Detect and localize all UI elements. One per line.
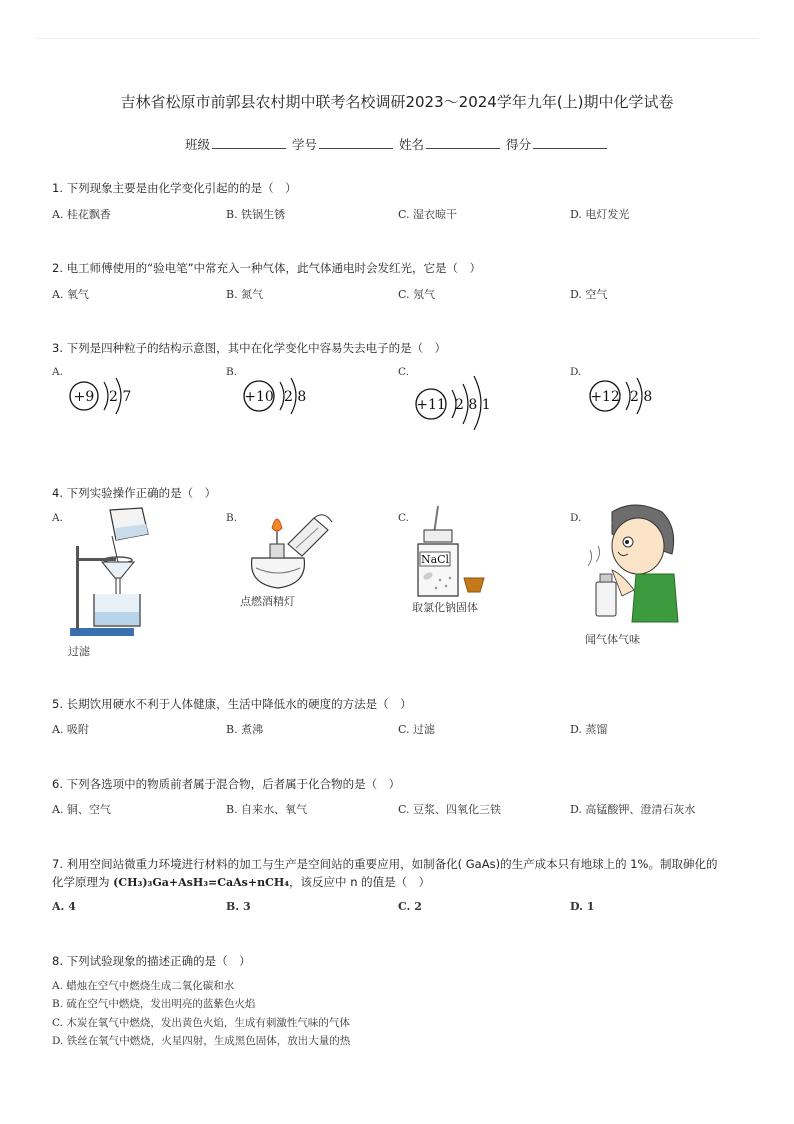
question-8: 8. 下列试验现象的描述正确的是（ ）: [52, 954, 251, 968]
class-blank[interactable]: [212, 136, 286, 149]
score-blank[interactable]: [533, 136, 607, 149]
nacl-bottle-image: [410, 504, 490, 600]
score-label: 得分: [505, 137, 531, 152]
q1-option-c[interactable]: C. 湿衣晾干: [398, 208, 458, 221]
question-7-line-1: 7. 利用空间站微重力环境进行材料的加工与生产是空间站的重要应用，如制备化( GaAs)的生产成本只有地球上的 1%。制取砷化的: [52, 857, 718, 871]
atom-diagram-b: [234, 372, 324, 422]
atom-diagram-d: [580, 372, 670, 422]
number-label: 学号: [291, 137, 317, 152]
q5-option-a[interactable]: A. 吸附: [52, 723, 89, 736]
question-6: 6. 下列各选项中的物质前者属于混合物，后者属于化合物的是（ ）: [52, 777, 401, 791]
name-blank[interactable]: [426, 136, 500, 149]
alcohol-lamp-image: [238, 508, 338, 592]
atom-b-nucleus: +10: [244, 389, 274, 405]
class-label: 班级: [184, 137, 210, 152]
q4-caption-b: 点燃酒精灯: [240, 595, 295, 608]
atom-diagram-a: [60, 372, 150, 422]
q1-option-b[interactable]: B. 铁锅生锈: [226, 208, 286, 221]
q6-option-a[interactable]: A. 铜、空气: [52, 803, 111, 816]
student-info-row: [0, 135, 794, 153]
atom-a-nucleus: +9: [73, 389, 95, 405]
q1-option-d[interactable]: D. 电灯发光: [570, 208, 630, 221]
q2-option-d[interactable]: D. 空气: [570, 288, 608, 301]
q4-caption-c: 取氯化钠固体: [412, 601, 478, 614]
atom-b-electrons: 2 8: [284, 389, 307, 405]
page-title: 吉林省松原市前郭县农村期中联考名校调研2023～2024学年九年(上)期中化学试卷: [120, 93, 674, 111]
atom-c-nucleus: +11: [416, 397, 446, 413]
q5-option-b[interactable]: B. 煮沸: [226, 723, 264, 736]
q7-line2-suffix: ，该反应中 n 的值是（ ）: [289, 875, 431, 889]
q8-option-d[interactable]: D. 铁丝在氧气中燃烧，火星四射，生成黑色固体，放出大量的热: [52, 1035, 351, 1047]
q7-option-b[interactable]: B. 3: [226, 900, 251, 913]
q7-line2-prefix: 化学原理为: [52, 875, 110, 889]
q6-option-d[interactable]: D. 高锰酸钾、澄清石灰水: [570, 803, 696, 816]
q7-formula: (CH₃)₃Ga+AsH₃=CaAs+nCH₄: [113, 876, 290, 889]
q8-option-c[interactable]: C. 木炭在氧气中燃烧，发出黄色火焰，生成有刺激性气味的气体: [52, 1017, 350, 1029]
q4-label-b[interactable]: B.: [226, 512, 238, 524]
q7-option-c[interactable]: C. 2: [398, 900, 422, 913]
q8-option-b[interactable]: B. 硫在空气中燃烧，发出明亮的蓝紫色火焰: [52, 998, 256, 1010]
q4-caption-a: 过滤: [68, 645, 90, 658]
bottle-label: NaCl: [420, 553, 450, 566]
q2-option-a[interactable]: A. 氧气: [52, 288, 89, 301]
q5-option-c[interactable]: C. 过滤: [398, 723, 436, 736]
q2-option-b[interactable]: B. 氮气: [226, 288, 264, 301]
q1-option-a[interactable]: A. 桂花飘香: [52, 208, 111, 221]
number-blank[interactable]: [319, 136, 393, 149]
q3-label-c[interactable]: C.: [398, 366, 409, 378]
q3-label-a[interactable]: A.: [52, 366, 63, 378]
atom-d-electrons: 2 8: [630, 389, 653, 405]
q8-option-a[interactable]: A. 蜡烛在空气中燃烧生成二氧化碳和水: [52, 980, 235, 992]
question-2: 2. 电工师傅使用的“验电笔”中常充入一种气体，此气体通电时会发红光，它是（ ）: [52, 261, 482, 275]
q7-option-a[interactable]: A. 4: [52, 900, 76, 913]
filtration-apparatus-image: [66, 506, 166, 640]
header-divider: [36, 38, 758, 39]
smelling-gas-image: [582, 504, 682, 628]
question-3: 3. 下列是四种粒子的结构示意图，其中在化学变化中容易失去电子的是（ ）: [52, 341, 447, 355]
name-label: 姓名: [398, 137, 424, 152]
q5-option-d[interactable]: D. 蒸馏: [570, 723, 608, 736]
q4-label-a[interactable]: A.: [52, 512, 63, 524]
q3-label-b[interactable]: B.: [226, 366, 238, 378]
atom-c-electrons: 2 8 1: [455, 397, 491, 413]
atom-d-nucleus: +12: [590, 389, 620, 405]
q7-option-d[interactable]: D. 1: [570, 900, 595, 913]
q2-option-c[interactable]: C. 氖气: [398, 288, 436, 301]
q6-option-c[interactable]: C. 豆浆、四氧化三铁: [398, 803, 502, 816]
q6-option-b[interactable]: B. 自来水、氧气: [226, 803, 308, 816]
question-1: 1. 下列现象主要是由化学变化引起的的是（ ）: [52, 181, 297, 195]
atom-diagram-c: [406, 364, 506, 430]
question-5: 5. 长期饮用硬水不利于人体健康，生活中降低水的硬度的方法是（ ）: [52, 697, 412, 711]
atom-a-electrons: 2 7: [109, 389, 132, 405]
q4-label-d[interactable]: D.: [570, 512, 582, 524]
question-7-line-2: [52, 874, 430, 890]
q4-caption-d: 闻气体气味: [585, 633, 640, 646]
question-4: 4. 下列实验操作正确的是（ ）: [52, 486, 217, 500]
q3-label-d[interactable]: D.: [570, 366, 582, 378]
q4-label-c[interactable]: C.: [398, 512, 409, 524]
